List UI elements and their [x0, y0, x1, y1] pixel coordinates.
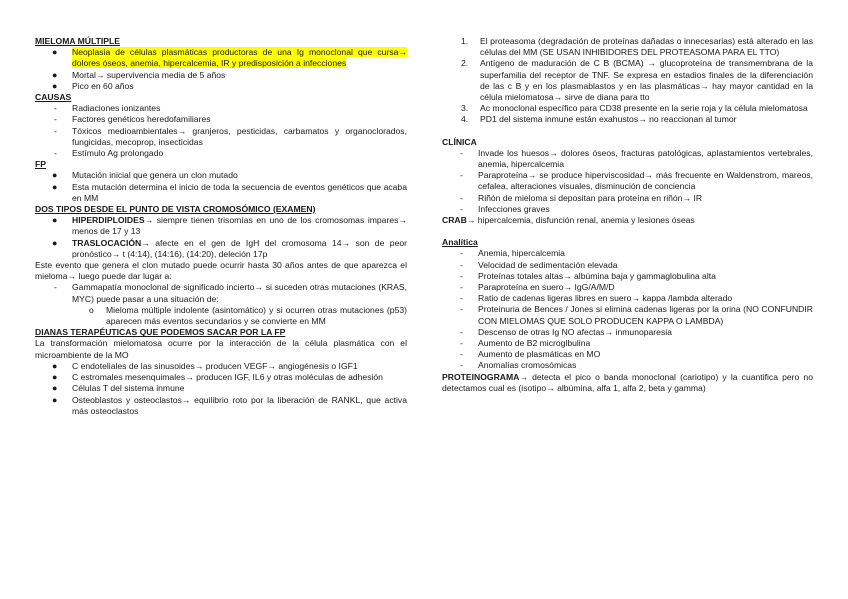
list-item: ● Mortal→ supervivencia media de 5 años — [52, 69, 226, 80]
bullet-icon: ● — [52, 170, 58, 181]
list-item: ● HIPERDIPLOIDES→ siempre tienen trisomías en uno de los cromosomas impares→ menos de 17 y 13 — [52, 215, 407, 237]
dash-icon: - — [460, 147, 463, 158]
list-item: - Anemia, hipercalcemia — [460, 248, 565, 259]
list-item: ● Células T del sistema inmune — [52, 383, 185, 394]
list-item: - Factores genéticos heredofamiliares — [54, 114, 211, 125]
list-item: ● C estromales mesenquimales→ producen IGF, IL6 y otras moléculas de adhesión — [52, 372, 383, 383]
left-column — [35, 36, 407, 417]
paragraph: La transformación mielomatosa ocurre por la interacción de la célula plasmática con el microambiente de la MO — [35, 338, 407, 360]
dash-icon: - — [460, 282, 463, 293]
bullet-icon: ● — [52, 383, 58, 394]
list-item: ● C endoteliales de las sinusoides→ producen VEGF→ angiogénesis o IGF1 — [52, 360, 358, 371]
dash-icon: - — [54, 114, 57, 125]
numbered-item: 2. Antígeno de maduración de C B (BCMA) → glucoproteína de transmembrana de la superfamilia del receptor de TNF. Se expresa en estadios finales de la diferenciación de las c B y en los plasmablastos y en las plasmáticas→ hay mayor cantidad en la célula mielomatosa→ sirve de diana para tto — [461, 58, 813, 103]
number-marker: 3. — [461, 103, 469, 114]
section-heading-tipos: DOS TIPOS DESDE EL PUNTO DE VISTA CROMOSÓMICO (EXAMEN) — [35, 204, 316, 215]
dash-icon: - — [460, 304, 463, 315]
highlighted-text: Neoplasia de células plasmáticas productoras de una Ig monoclonal que cursa→ dolores óseos, anemia, hipercalcemia, IR y predisposición a infecciones — [72, 47, 407, 69]
list-item: - Aumento de B2 microglbulina — [460, 338, 591, 349]
list-item: - Invade los huesos→ dolores óseos, fracturas patológicas, aplastamientos vertebrales, anemia, hipercalcemia — [460, 147, 813, 170]
numbered-item: 3. Ac monoclonal específico para CD38 presente en la serie roja y la célula mielomatosa — [461, 103, 808, 114]
list-item: o Mieloma múltiple indolente (asintomático) y si ocurren otras mutaciones (p53) aparecen más eventos secundarios y se convierte en MM — [89, 304, 407, 327]
right-column — [442, 36, 813, 394]
list-item: - Anomalías cromosómicas — [460, 360, 577, 371]
list-item: - Ratio de cadenas ligeras libres en suero→ kappa /lambda alterado — [460, 293, 733, 304]
dash-icon: - — [460, 248, 463, 259]
spacer — [442, 226, 813, 237]
list-item: - Infecciones graves — [460, 203, 550, 214]
dash-icon: - — [460, 203, 463, 214]
dash-icon: - — [54, 103, 57, 114]
dash-icon: - — [460, 259, 463, 270]
dash-icon: - — [460, 192, 463, 203]
list-item: - Gammapatía monoclonal de significado incierto→ si suceden otras mutaciones (KRAS, MYC) puede pasar a una situación de: — [54, 282, 407, 304]
bullet-icon: ● — [52, 394, 58, 405]
section-heading-analitica: Analítica — [442, 237, 478, 248]
dash-icon: - — [460, 270, 463, 281]
section-heading-dianas: DIANAS TERAPÉUTICAS QUE PODEMOS SACAR POR LA FP — [35, 327, 286, 338]
dash-icon: - — [460, 349, 463, 360]
list-item: - Descenso de otras Ig NO afectas→ inmunoparesia — [460, 326, 672, 337]
bullet-icon: ● — [52, 80, 58, 91]
section-heading-causas: CAUSAS — [35, 92, 72, 103]
spacer — [442, 126, 813, 137]
list-item: - Riñón de mieloma si depositan para proteína en riñón→ IR — [460, 192, 703, 203]
bullet-icon: ● — [52, 360, 58, 371]
circle-bullet-icon: o — [89, 304, 94, 315]
dash-icon: - — [460, 293, 463, 304]
dash-icon: - — [460, 170, 463, 181]
number-marker: 4. — [461, 114, 469, 125]
bullet-icon: ● — [52, 181, 58, 192]
list-item: ● TRASLOCACIÓN→ afecte en el gen de IgH del cromosoma 14→ son de peor pronóstico→ t (4:14), (14:16), (14:20), deleción 17p — [52, 237, 407, 259]
numbered-item: 4. PD1 del sistema inmune están exahustos→ no reaccionan al tumor — [461, 114, 737, 125]
list-item — [35, 47, 407, 69]
number-marker: 2. — [461, 58, 469, 69]
list-item: - Tóxicos medioambientales→ granjeros, pesticidas, carbamatos y organoclorados, fungicidas, mecoprop, insecticidas — [54, 125, 407, 147]
list-item: ● Osteoblastos y osteoclastos→ equilibrio roto por la liberación de RANKL, que activa más osteoclastos — [52, 394, 407, 416]
list-item: ● Mutación inicial que genera un clon mutado — [52, 170, 238, 181]
list-item: - Proteínas totales altas→ albúmina baja y gammaglobulina alta — [460, 270, 716, 281]
paragraph: CRAB→ hipercalcemia, disfunción renal, anemia y lesiones óseas — [442, 215, 695, 226]
list-item: - Estímulo Ag prolongado — [54, 148, 164, 159]
list-item: - Paraproteína→ se produce hiperviscosidad→ más frecuente en Waldenstrom, mareos, cefalea, alteraciones visuales, disminución de conciencia — [460, 170, 813, 192]
list-item: ● Pico en 60 años — [52, 80, 134, 91]
bullet-icon: ● — [52, 237, 58, 248]
dash-icon: - — [460, 326, 463, 337]
bullet-icon: ● — [52, 215, 58, 226]
list-item: - Aumento de plasmáticas en MO — [460, 349, 601, 360]
dash-icon: - — [460, 338, 463, 349]
list-item: - Radiaciones ionizantes — [54, 103, 161, 114]
list-item: - Velocidad de sedimentación elevada — [460, 259, 618, 270]
dash-icon: - — [460, 360, 463, 371]
list-item: ● Esta mutación determina el inicio de toda la secuencia de eventos genéticos que acaba en MM — [52, 181, 407, 203]
dash-icon: - — [54, 125, 57, 136]
section-heading-mieloma: MIELOMA MÚLTIPLE — [35, 36, 120, 46]
numbered-item: 1. El proteasoma (degradación de proteínas dañadas o innecesarias) está alterado en las células del MM (SE USAN INHIBIDORES DEL PROTEASOMA PARA EL TTO) — [461, 36, 813, 58]
number-marker: 1. — [461, 36, 469, 46]
paragraph: PROTEINOGRAMA→ detecta el pico o banda monoclonal (cariotipo) y la cuantifica pero no detectamos cual es (isotipo→ albúmina, alfa 1, alfa 2, beta y gamma) — [442, 371, 813, 393]
bullet-icon: ● — [52, 372, 58, 383]
section-heading-fp: FP — [35, 159, 46, 170]
dash-icon: - — [54, 148, 57, 159]
dash-icon: - — [54, 282, 57, 293]
section-heading-clinica: CLÍNICA — [442, 136, 477, 147]
bullet-icon: ● — [52, 47, 58, 58]
list-item: - Paraproteína en suero→ IgG/A/M/D — [460, 282, 615, 293]
paragraph: Este evento que genera el clon mutado puede ocurrir hasta 30 años antes de que aparezca el mieloma→ luego puede dar lugar a: — [35, 260, 407, 282]
list-item: - Proteinuria de Bences / Jones si elimina cadenas ligeras por la orina (NO CONFUNDIR CON MIELOMAS QUE SOLO PRODUCEN KAPPA O LAMBDA) — [460, 304, 813, 326]
bullet-icon: ● — [52, 69, 58, 80]
